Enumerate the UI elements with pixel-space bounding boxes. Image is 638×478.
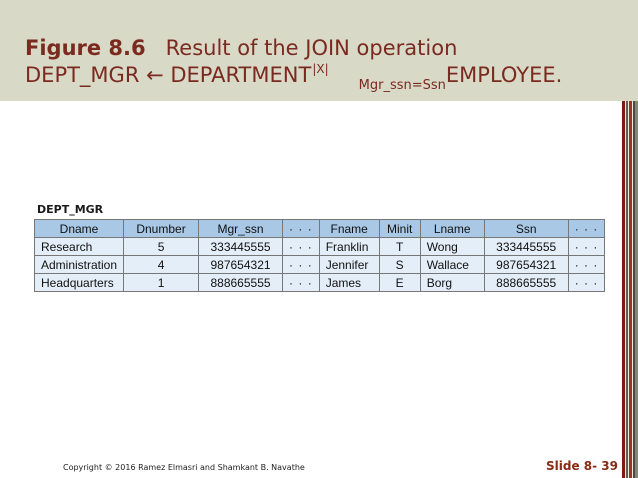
- figure-label: Figure 8.6: [25, 36, 146, 60]
- column-header: Ssn: [484, 220, 568, 238]
- table-cell: 333445555: [484, 238, 568, 256]
- table-row: [35, 256, 605, 274]
- join-symbol: |X|: [312, 62, 329, 76]
- table-cell: · · ·: [283, 274, 320, 292]
- column-header: Minit: [379, 220, 420, 238]
- relation-name: DEPT_MGR: [37, 203, 104, 216]
- column-header: Dnumber: [124, 220, 199, 238]
- table-cell: · · ·: [568, 256, 605, 274]
- column-header: · · ·: [568, 220, 605, 238]
- table-cell: · · ·: [283, 238, 320, 256]
- table-cell: 333445555: [199, 238, 283, 256]
- slide-number: Slide 8- 39: [546, 459, 618, 473]
- figure-subtitle: Result of the JOIN operation: [165, 36, 458, 60]
- title-banner: [0, 0, 638, 101]
- table-cell: Wallace: [420, 256, 484, 274]
- table-cell: Jennifer: [319, 256, 379, 274]
- table-cell: 4: [124, 256, 199, 274]
- column-header: Mgr_ssn: [199, 220, 283, 238]
- decorative-side-bar: [622, 101, 638, 478]
- table-cell: 987654321: [484, 256, 568, 274]
- title-right-expression: EMPLOYEE.: [445, 63, 563, 87]
- column-header: · · ·: [283, 220, 320, 238]
- table-cell: Wong: [420, 238, 484, 256]
- table-cell: Franklin: [319, 238, 379, 256]
- table-cell: · · ·: [568, 238, 605, 256]
- column-header: Fname: [319, 220, 379, 238]
- table-cell: 5: [124, 238, 199, 256]
- table-cell: 888665555: [484, 274, 568, 292]
- table-cell: S: [379, 256, 420, 274]
- slide-title-line2: [25, 62, 562, 93]
- dept-mgr-table: [34, 219, 605, 292]
- title-left-expression: DEPT_MGR ← DEPARTMENT: [25, 63, 312, 87]
- table-cell: · · ·: [568, 274, 605, 292]
- table-cell: 888665555: [199, 274, 283, 292]
- table-cell: Administration: [35, 256, 124, 274]
- slide-title-line1: [25, 36, 457, 60]
- column-header: Dname: [35, 220, 124, 238]
- column-header: Lname: [420, 220, 484, 238]
- table-cell: Headquarters: [35, 274, 124, 292]
- table-cell: 987654321: [199, 256, 283, 274]
- table-cell: · · ·: [283, 256, 320, 274]
- table-row: [35, 238, 605, 256]
- table-cell: Borg: [420, 274, 484, 292]
- table-row: [35, 274, 605, 292]
- table-cell: James: [319, 274, 379, 292]
- table-cell: Research: [35, 238, 124, 256]
- table-header-row: [35, 220, 605, 238]
- table-cell: T: [379, 238, 420, 256]
- table-cell: 1: [124, 274, 199, 292]
- copyright-notice: Copyright © 2016 Ramez Elmasri and Shamkant B. Navathe: [63, 463, 305, 472]
- join-condition: Mgr_ssn=Ssn: [358, 78, 446, 93]
- table-cell: E: [379, 274, 420, 292]
